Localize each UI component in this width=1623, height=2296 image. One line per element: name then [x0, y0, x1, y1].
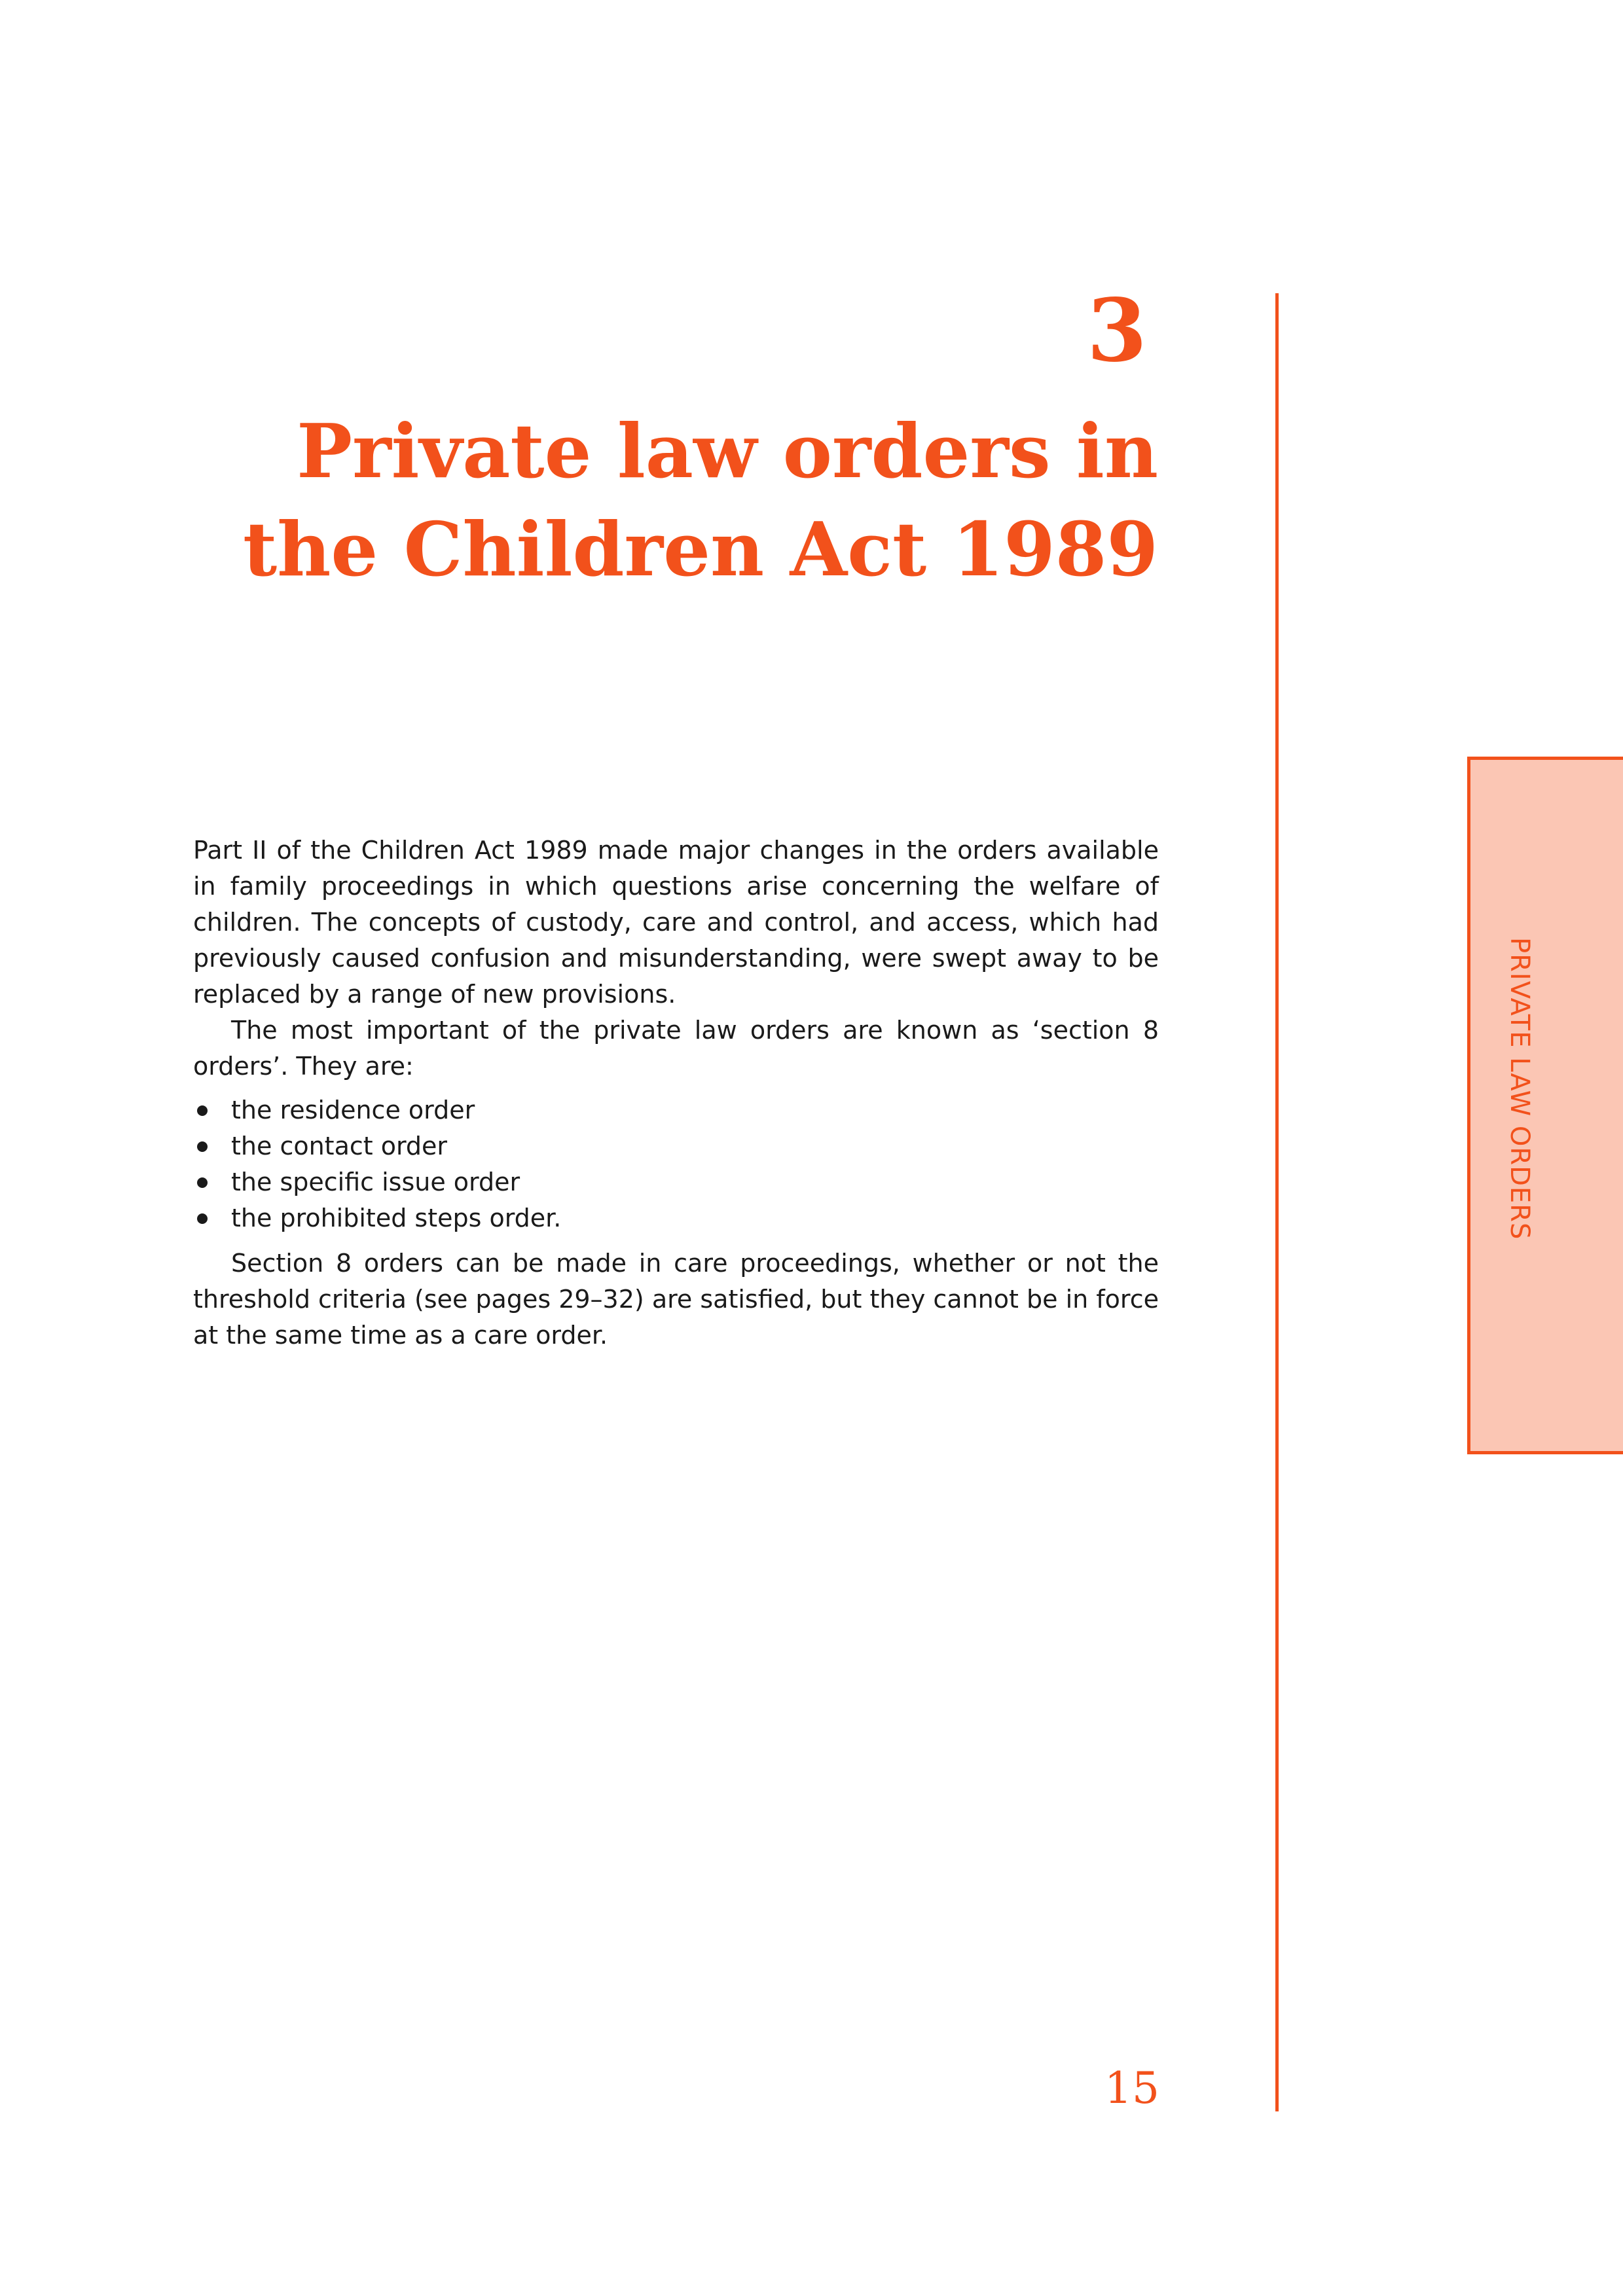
bullet-icon	[197, 1105, 208, 1116]
list-item-text: the specific issue order	[231, 1168, 520, 1196]
chapter-number: 3	[1087, 280, 1147, 382]
bullet-icon	[197, 1141, 208, 1152]
section-thumb-tab-label: PRIVATE LAW ORDERS	[1504, 937, 1535, 1240]
margin-rule	[1275, 293, 1279, 2111]
chapter-title: Private law orders in the Children Act 1989	[243, 408, 1158, 593]
list-item-text: the contact order	[231, 1132, 448, 1160]
section-thumb-tab	[1467, 757, 1623, 1454]
list-item-text: the residence order	[231, 1096, 475, 1124]
list-item	[193, 1128, 1159, 1164]
section-8-orders-list	[193, 1092, 1159, 1236]
list-item	[193, 1200, 1159, 1236]
bullet-icon	[197, 1177, 208, 1188]
list-item-text: the prohibited steps order.	[231, 1204, 562, 1232]
bullet-icon	[197, 1213, 208, 1224]
body-text	[193, 833, 1159, 1354]
section-8-paragraph: The most important of the private law orders are known as ‘section 8 orders’. They are:	[193, 1016, 1159, 1081]
care-proceedings-paragraph: Section 8 orders can be made in care proceedings, whether or not the threshold criteria (see pages 29–32) are satisfied, but they cannot be in force at the same time as a care order.	[193, 1249, 1159, 1350]
intro-paragraph: Part II of the Children Act 1989 made major changes in the orders available in family proceedings in which questions arise concerning the welfare of children. The concepts of custody, care and control, and access, which had previously caused confusion and misunderstanding, were swept away to be replaced by a range of new provisions.	[193, 836, 1159, 1009]
list-item	[193, 1092, 1159, 1128]
page-number: 15	[1104, 2063, 1159, 2113]
list-item	[193, 1164, 1159, 1200]
